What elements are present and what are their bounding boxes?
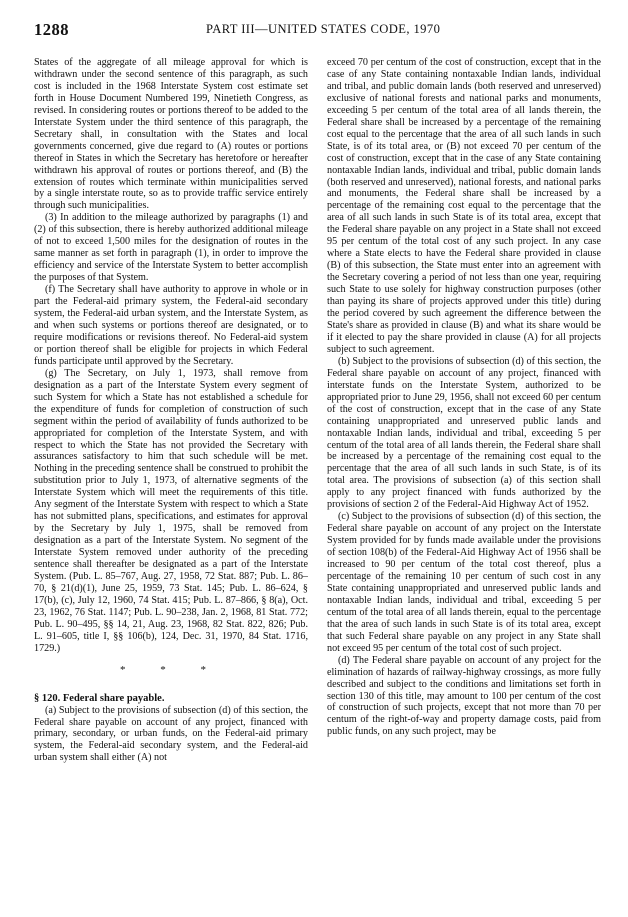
left-column	[34, 57, 308, 907]
right-column	[327, 57, 601, 907]
paragraph: (g) The Secretary, on July 1, 1973, shall remove from designation as a part of the Interstate System every segment of such System for which a State has not established a schedule for the expenditure of funds for completion of construction of such segment within the period of availability of funds authorized to be appropriated for completion of the Interstate System, and with respect to which the State has not provided the Secretary with assurances satisfactory to him that such schedule will be met. Nothing in the preceding sentence shall be construed to prohibit the substitution prior to July 1, 1973, of alternative segments of the Interstate System which will meet the requirements of this title. Any segment of the Interstate System with respect to which a State has not submitted plans, specifications, and estimates for approval by the Secretary by July 1, 1975, shall be removed from designation as a part of the Interstate System. No segment of the Interstate System removed under authority of the preceding sentence shall thereafter be designated as a part of the Interstate System. (Pub. L. 85–767, Aug. 27, 1958, 72 Stat. 887; Pub. L. 86–70, § 21(d)(1), June 25, 1959, 73 Stat. 145; Pub. L. 86–624, § 17(b), (c), July 12, 1960, 74 Stat. 415; Pub. L. 87–866, § 8(a), Oct. 23, 1962, 76 Stat. 1147; Pub. L. 90–238, Jan. 2, 1968, 81 Stat. 772; Pub. L. 90–495, §§ 14, 21, Aug. 23, 1968, 82 Stat. 822, 826; Pub. L. 91–605, title I, §§ 106(b), 124, Dec. 31, 1970, 84 Stat. 1716, 1729.)	[34, 367, 308, 654]
running-title: PART III—UNITED STATES CODE, 1970	[206, 22, 441, 36]
paragraph: (c) Subject to the provisions of subsection (d) of this section, the Federal share payable on account of any project on the Interstate System provided for by funds made available under the provisions of section 108(b) of the Federal-Aid Highway Act of 1956 shall be increased to 90 per centum of the total cost thereof, plus a percentage of the remaining 10 per centum of such cost in any State containing unappropriated and unreserved public lands and nontaxable Indian lands, individual and tribal, exceeding 5 per centum of the total area of all lands therein, equal to the percentage that the area of such lands in such State is of its total area, except that such Federal share payable on any project in any State shall not exceed 95 per centum of the total cost of such project.	[327, 511, 601, 654]
paragraph: (f) The Secretary shall have authority to approve in whole or in part the Federal-aid primary system, the Federal-aid secondary system, the Federal-aid urban system, and the Interstate System, as and when such systems or portions thereof are designated, or to require modifications or revisions thereof. No Federal-aid system or portion thereof shall be eligible for projects in which Federal funds participate until approved by the Secretary.	[34, 284, 308, 367]
paragraph: (d) The Federal share payable on account of any project for the elimination of hazards of railway-highway crossings, as more fully described and subject to the conditions and limitations set forth in section 130 of this title, may amount to 100 per centum of the cost of construction of such projects, except that not more than 70 per centum of the right-of-way and property damage costs, paid from public funds, on any such project, may be	[327, 654, 601, 738]
section-separator-stars: * * *	[120, 663, 222, 676]
paragraph: States of the aggregate of all mileage approval for which is withdrawn under the second sentence of this paragraph, as such cost is included in the 1968 Interstate System cost estimate set forth in House Document Numbered 199, Ninetieth Congress, as revised. In considering routes or portions thereof to be added to the Interstate System under the third sentence of this paragraph, the Secretary shall, in consultation with the States and local governments concerned, give due regard to (A) routes or portions thereof in States in which the Secretary has heretofore or hereafter withdrawn his approval of routes or portions thereof, and (B) the extension of routes which terminate within municipalities served by a single interstate route, so as to provide traffic service entirely through such municipalities.	[34, 57, 308, 212]
page-number: 1288	[34, 20, 69, 39]
paragraph: (3) In addition to the mileage authorized by paragraphs (1) and (2) of this subsection, there is hereby authorized additional mileage of not to exceed 1,500 miles for the designation of routes in the same manner as set forth in paragraph (1), in order to improve the efficiency and service of the Interstate System to better accomplish the purposes of that System.	[34, 212, 308, 284]
page-header	[34, 20, 600, 44]
paragraph: (b) Subject to the provisions of subsection (d) of this section, the Federal share payable on account of any project, financed with interstate funds on the Interstate System, authorized to be appropriated prior to June 29, 1956, shall not exceed 60 per centum of the cost of construction, except that in the case of any State containing unappropriated and unreserved public lands and nontaxable Indian lands, individual and tribal, exceeding 5 per centum of the total area of all lands therein, the Federal share shall be increased by a percentage of the remaining cost equal to the percentage that the area of all such lands in such State, is of its total area. The provisions of subsection (a) of this section shall apply to any project financed with funds authorized by the provisions of section 2 of the Federal-Aid Highway Act of 1952.	[327, 355, 601, 511]
section-heading: § 120. Federal share payable.	[34, 692, 165, 704]
paragraph: (a) Subject to the provisions of subsection (d) of this section, the Federal share payable on account of any project, financed with primary, secondary, or urban funds, on the Federal-aid primary system, the Federal-aid secondary system, and the Federal-aid urban system shall either (A) not	[34, 704, 308, 764]
paragraph: exceed 70 per centum of the cost of construction, except that in the case of any State containing nontaxable Indian lands, individual and tribal, and public domain lands (both reserved and unreserved) exclusive of national forests and national parks and monuments, exceeding 5 per centum of the total area of all lands therein, the Federal share shall be increased by a percentage of the remaining cost equal to the percentage that the area of all such lands in such State, is of its total area, or (B) not exceed 70 per centum of the cost of construction, except that in the case of any State containing nontaxable Indian lands, individual and tribal, public domain lands (both reserved and unreserved), national forests, and national parks and monuments, the Federal share shall be increased by a percentage of the remaining cost equal to the percentage that the area of all such lands in such State is of its total area, except that the Federal share payable on any project in a State shall not exceed 95 per centum of the total cost of any such project. In any case where a State elects to have the Federal share provided in clause (B) of this subsection, the State must enter into an agreement with the Secretary covering a period of not less than one year, requiring such State to use solely for highway construction purposes (other than paying its share of projects approved under this title) during the period covered by such agreement the difference between the State's share as provided in clause (B) and what its share would be if it elected to pay the share provided in clause (A) for all projects subject to such agreement.	[327, 57, 601, 355]
